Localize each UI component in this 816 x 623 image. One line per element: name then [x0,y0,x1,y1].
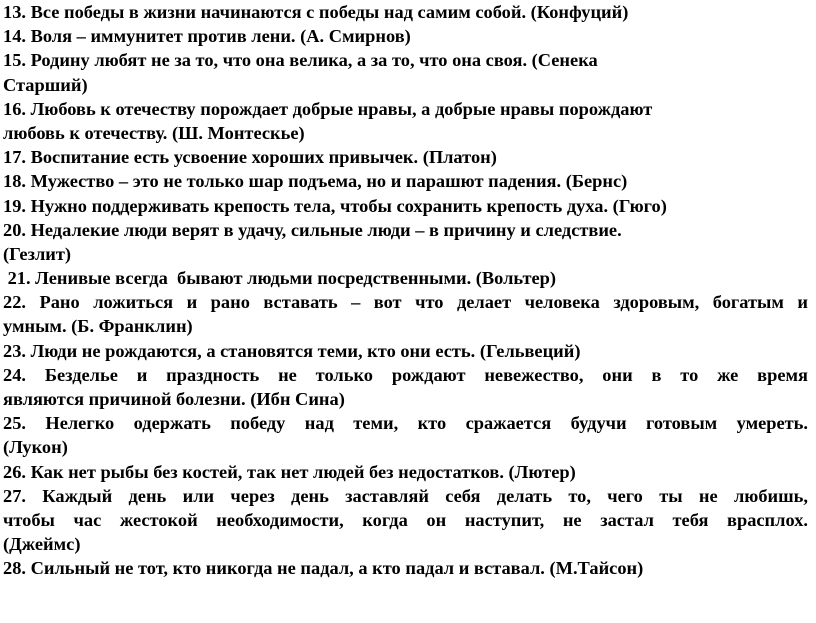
quote-line: 20. Недалекие люди верят в удачу, сильные люди – в причину и следствие. [3,219,622,240]
quote-line: 19. Нужно поддерживать крепость тела, чтобы сохранить крепость духа. (Гюго) [3,195,667,216]
quote-line: 17. Воспитание есть усвоение хороших привычек. (Платон) [3,147,497,168]
quote-line: любовь к отечеству. (Ш. Монтескье) [3,122,305,143]
quote-line: 15. Родину любят не за то, что она велика, а за то, что она своя. (Сенека [3,50,598,71]
quote-line: (Гезлит) [3,243,72,264]
quote-line: являются причиной болезни. (Ибн Сина) [3,389,345,409]
quote-line: 28. Сильный не тот, кто никогда не падал, а кто падал и вставал. (М.Тайсон) [3,558,644,579]
quote-line: 25. Нелегко одержать победу над теми, кто сражается будучи готовым умереть. [3,413,808,434]
quote-line: 22. Рано ложиться и рано вставать – вот что делает человека здоровым, богатым и [3,292,808,313]
quote-line: 23. Люди не рождаются, а становятся теми, кто они есть. (Гельвеций) [3,340,581,361]
quote-line: 18. Мужество – это не только шар подъема, но и парашют падения. (Бернс) [3,171,628,192]
quote-line: 27. Каждый день или через день заставляй себя делать то, чего ты не любишь, [3,485,808,506]
quote-line: (Джеймс) [3,534,81,555]
quote-line: умным. (Б. Франклин) [3,316,193,337]
quote-line: 24. Безделье и праздность не только рождают невежество, они в то же время [3,364,808,385]
quote-line: 14. Воля – иммунитет против лени. (А. Смирнов) [3,26,411,47]
quote-line: 26. Как нет рыбы без костей, так нет людей без недостатков. (Лютер) [3,461,576,482]
quotes-list [3,0,808,581]
quote-line: Старший) [3,74,88,95]
quote-line: 13. Все победы в жизни начинаются с победы над самим собой. (Конфуций) [3,2,629,22]
quote-line: 16. Любовь к отечеству порождает добрые нравы, а добрые нравы порождают [3,98,653,119]
quote-line: (Лукон) [3,437,68,458]
quote-line: 21. Ленивые всегда бывают людьми посредственными. (Вольтер) [3,268,556,289]
quote-line: чтобы час жестокой необходимости, когда он наступит, не застал тебя врасплох. [3,509,808,530]
